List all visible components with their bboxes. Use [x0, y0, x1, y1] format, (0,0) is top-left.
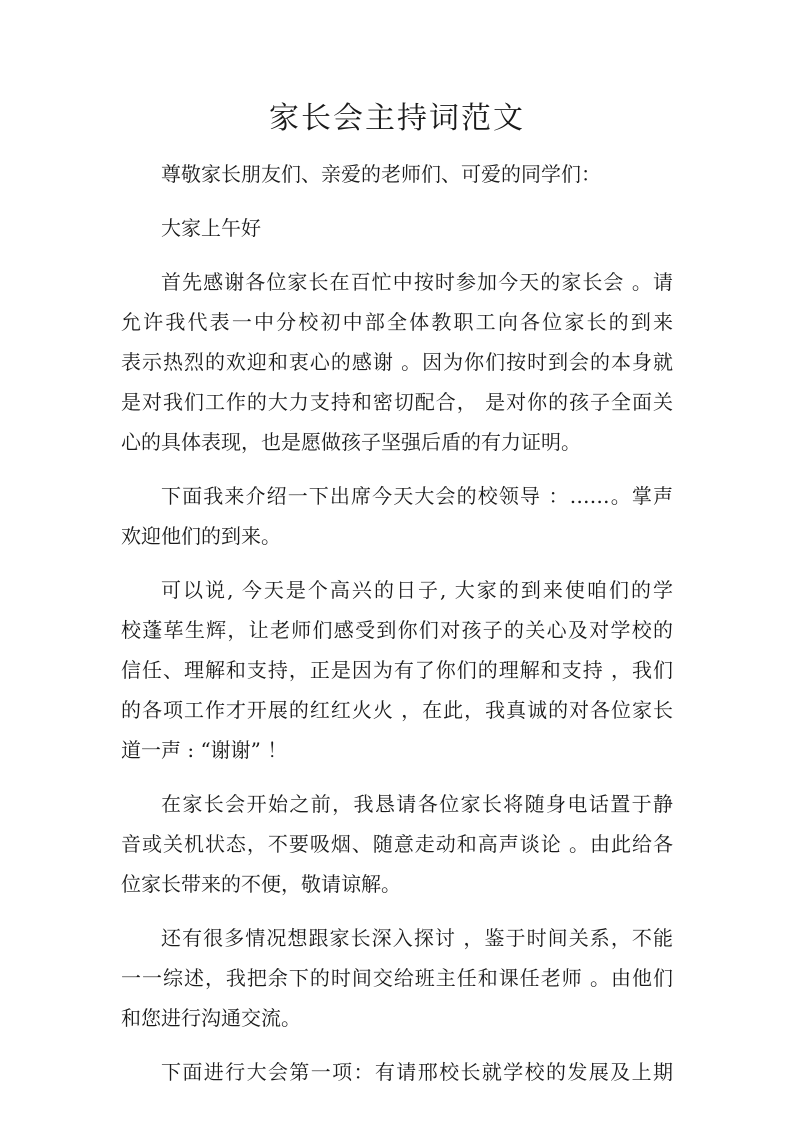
document-body [121, 154, 673, 1092]
paragraph-gap [121, 194, 673, 208]
paragraph-line: 还有很多情况想跟家长深入探讨 ，鉴于时间关系，不能 [161, 926, 673, 950]
paragraph-line: 一一综述，我把余下的时间交给班主任和课任老师 。由他们 [121, 966, 673, 990]
paragraph-gap [121, 248, 673, 262]
paragraph-gap [121, 770, 673, 784]
paragraph-line: 可以说, 今天是个高兴的日子, 大家的到来使咱们的学 [161, 578, 673, 602]
paragraph-line: 在家长会开始之前，我恳请各位家长将随身电话置于静 [161, 792, 673, 816]
paragraph-line: 是对我们工作的大力支持和密切配合， 是对你的孩子全面关 [121, 390, 673, 414]
paragraph-line: 和您进行沟通交流。 [121, 1006, 301, 1030]
paragraph-greeting [121, 154, 673, 194]
paragraph-line: 表示热烈的欢迎和衷心的感谢 。因为你们按时到会的本身就 [121, 350, 673, 374]
paragraph-line: 信任、理解和支持，正是因为有了你们的理解和支持 ，我们 [121, 658, 673, 682]
paragraph-good-morning [121, 208, 673, 248]
paragraph-line: 道一声 : “谢谢” ！ [121, 738, 288, 762]
paragraph-phone-request [121, 784, 673, 904]
paragraph-line: 允许我代表一中分校初中部全体教职工向各位家长的到来 [121, 310, 673, 334]
paragraph-line: 下面我来介绍一下出席今天大会的校领导 ：……。掌声 [161, 484, 673, 508]
paragraph-line: 的各项工作才开展的红红火火 ，在此，我真诚的对各位家长 [121, 698, 673, 722]
paragraph-line: 首先感谢各位家长在百忙中按时参加今天的家长会 。请 [161, 270, 673, 294]
paragraph-line: 位家长带来的不便，敬请谅解。 [121, 872, 401, 896]
paragraph-gap [121, 462, 673, 476]
paragraph-line: 音或关机状态，不要吸烟、随意走动和高声谈论 。由此给各 [121, 832, 673, 856]
paragraph-line: 校蓬荜生辉，让老师们感受到你们对孩子的关心及对学校的 [121, 618, 673, 642]
paragraph-thanks [121, 262, 673, 462]
paragraph-introduce-leaders [121, 476, 673, 556]
page-title: 家长会主持词范文 [269, 101, 525, 136]
paragraph-line: 心的具体表现，也是愿做孩子坚强后盾的有力证明。 [121, 430, 581, 454]
paragraph-gap [121, 1038, 673, 1052]
paragraph-line: 尊敬家长朋友们、亲爱的老师们、可爱的同学们： [161, 162, 601, 186]
paragraph-line: 大家上午好 [161, 216, 261, 240]
paragraph-gap [121, 556, 673, 570]
paragraph-line: 欢迎他们的到来。 [121, 524, 281, 548]
paragraph-first-item [121, 1052, 673, 1092]
paragraph-gap [121, 904, 673, 918]
paragraph-line: 下面进行大会第一项：有请邢校长就学校的发展及上期 [161, 1060, 673, 1084]
paragraph-handover [121, 918, 673, 1038]
paragraph-happy-day [121, 570, 673, 770]
